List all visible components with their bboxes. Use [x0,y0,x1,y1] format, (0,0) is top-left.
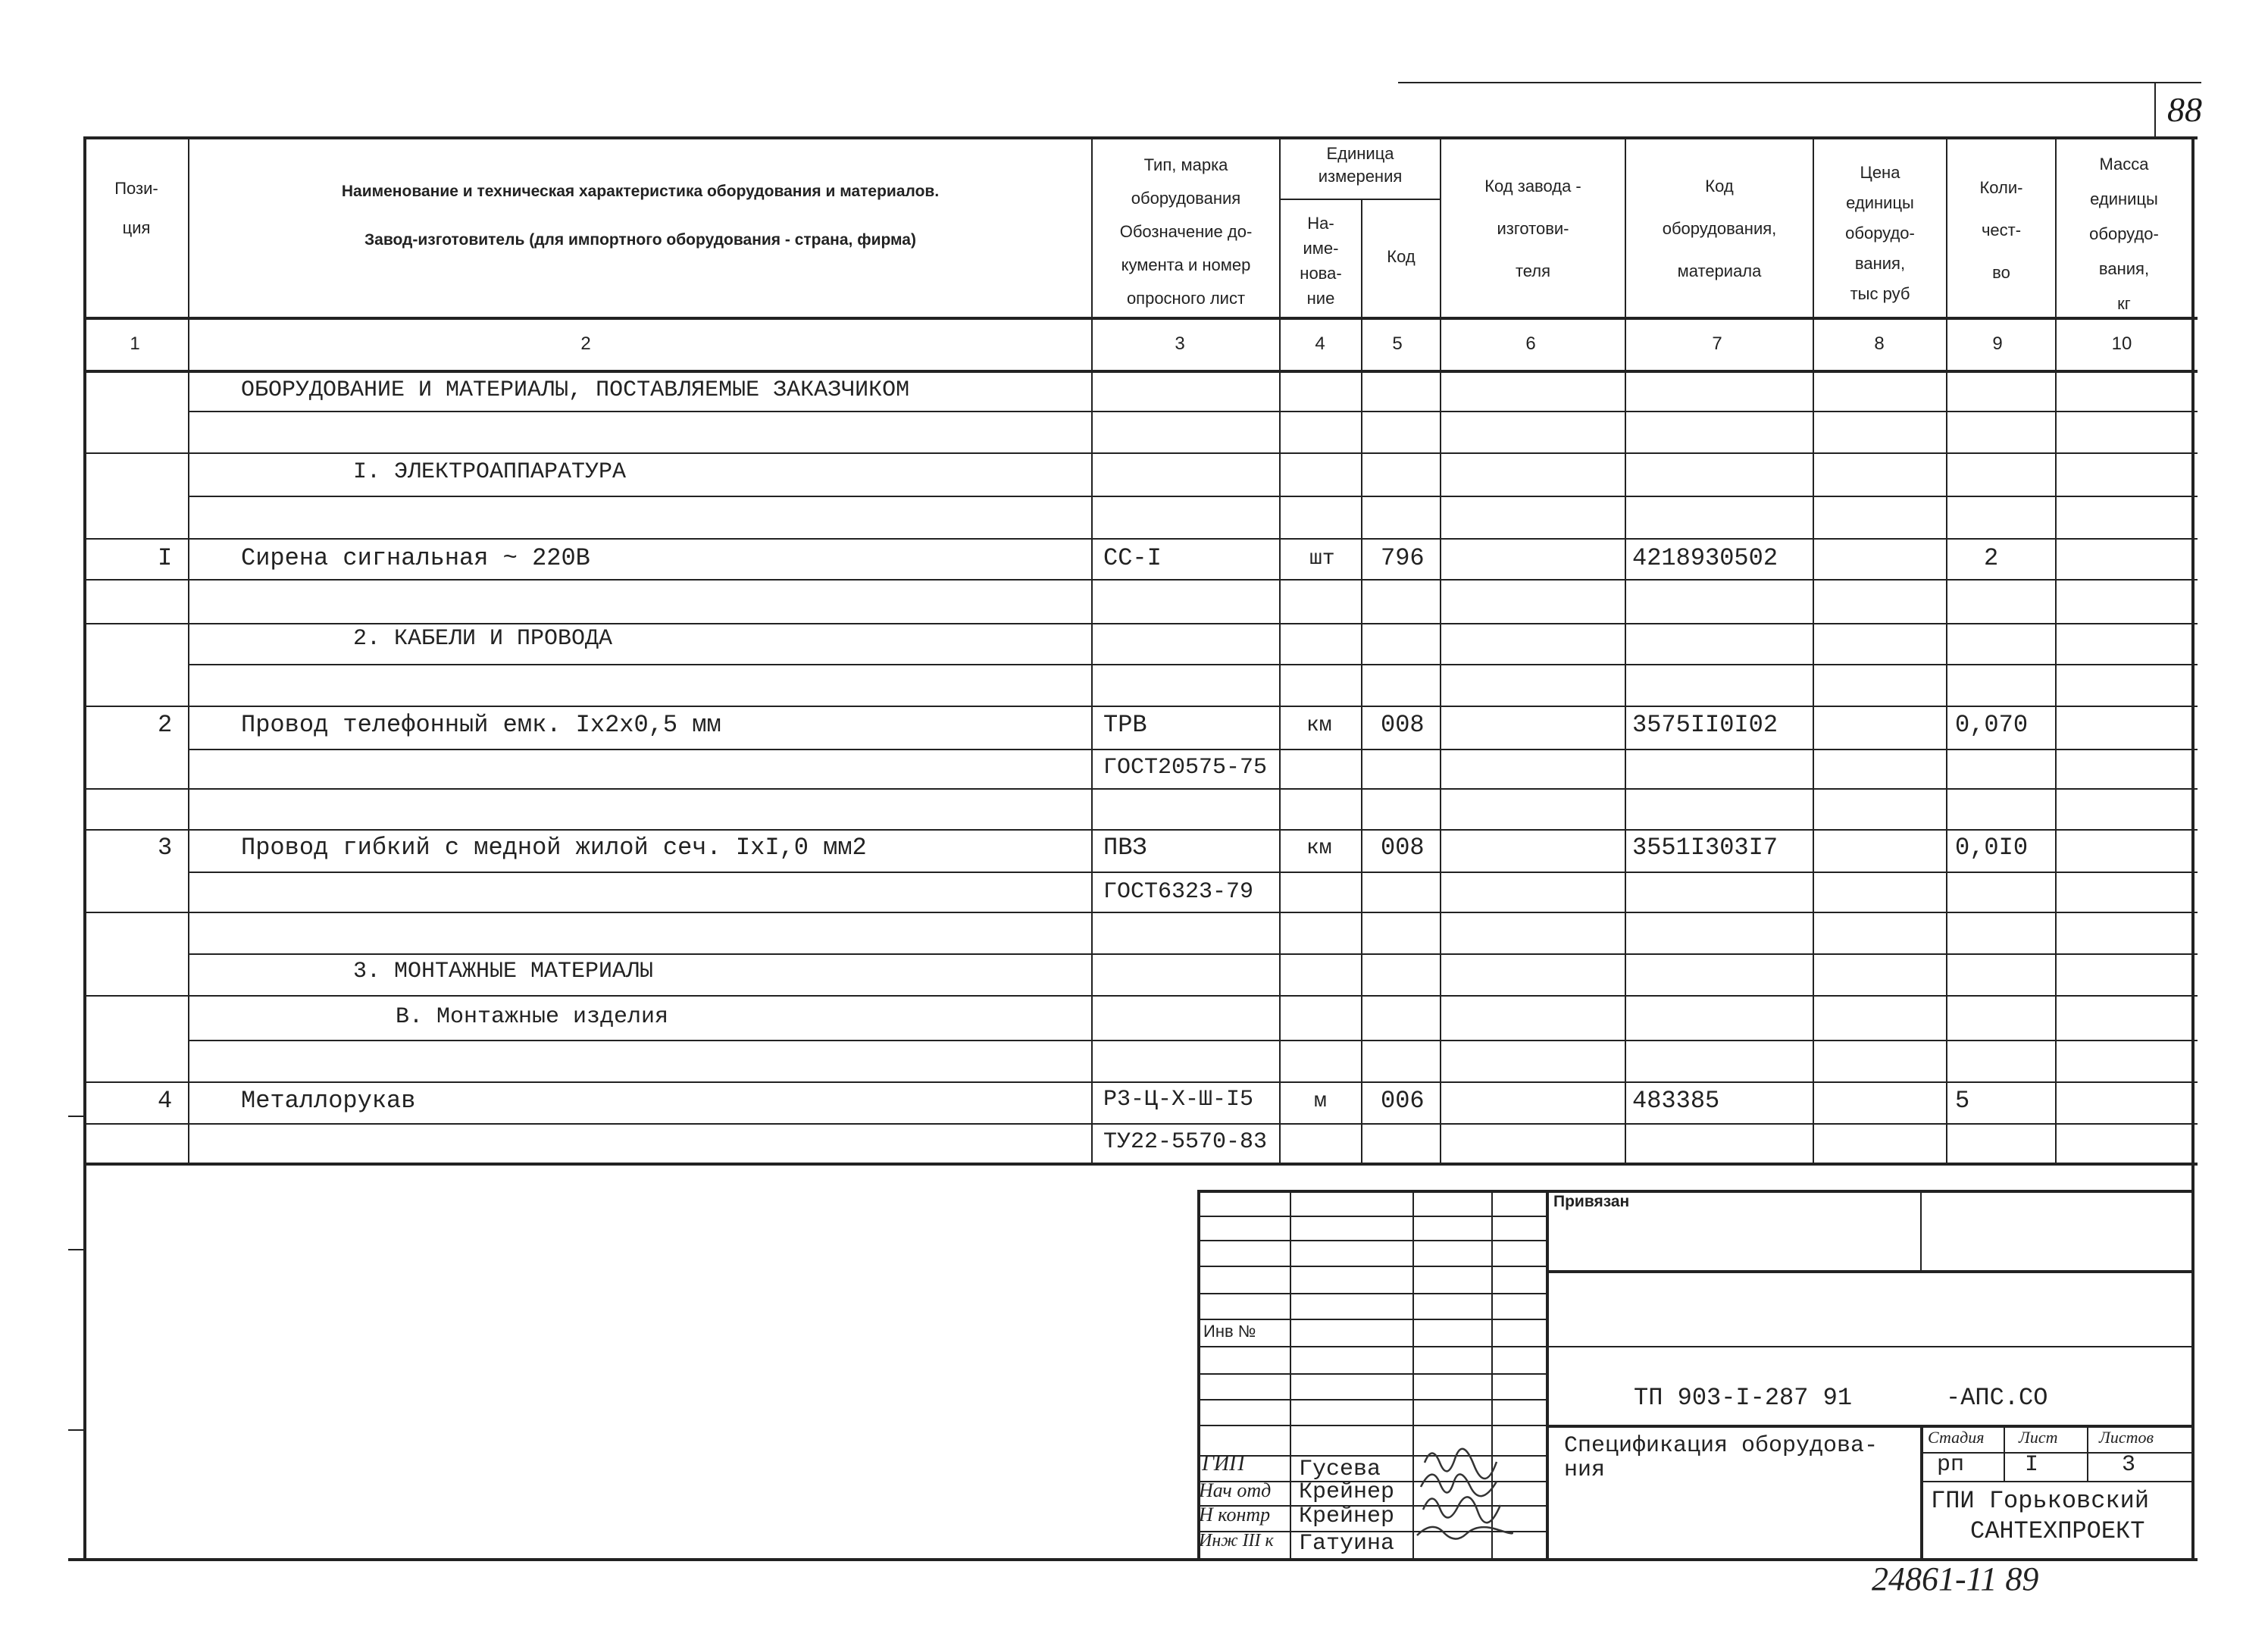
item-quantity: 2 [1984,544,1999,572]
column-number: 8 [1874,333,1885,354]
archive-number: 24861-11 89 [1872,1560,2039,1598]
item-unit-code: 006 [1381,1087,1425,1115]
section-heading: 2. КАБЕЛИ И ПРОВОДА [353,626,613,652]
item-quantity: 0,070 [1955,711,2029,739]
header-unit: Единица измерения [1318,144,1403,186]
signer-role: Нач отд [1199,1479,1272,1501]
section-main-heading: ОБОРУДОВАНИЕ И МАТЕРИАЛЫ, ПОСТАВЛЯЕМЫЕ ЗАКАЗЧИКОМ [241,377,910,403]
column-number: 2 [580,333,591,354]
item-unit: км [1306,837,1332,860]
header-plant-code: Код завода - изготови- теля [1484,177,1581,280]
column-number: 5 [1392,333,1403,354]
column-number: 4 [1315,333,1325,354]
stage-label: Стадия [1928,1428,1985,1447]
signer-role: Н контр [1199,1504,1271,1526]
signer-name: Крейнер [1299,1504,1395,1529]
item-type: ТРВ [1103,711,1147,739]
item-unit: шт [1309,547,1335,571]
item-document: ГОСТ20575-75 [1103,755,1268,781]
item-position: I [158,544,173,572]
item-equipment-code: 483385 [1632,1087,1720,1115]
item-name: Металлорукав [241,1087,416,1115]
item-equipment-code: 3551I303I7 [1632,834,1778,862]
item-document: ТУ22-5570-83 [1103,1129,1268,1155]
header-position: Пози- ция [114,179,158,237]
page-number: 88 [2167,90,2202,129]
item-type: Р3-Ц-Х-Ш-I5 [1103,1087,1254,1113]
header-name: Наименование и техническая характеристика оборудования и материалов. Завод-изготовитель (для импортного оборудования - страна, фирма) [341,183,940,249]
top-frame-line [1398,82,2201,83]
section-subheading: В. Монтажные изделия [396,1004,669,1030]
item-name: Сирена сигнальная ~ 220В [241,544,590,572]
sheets-label: Листов [2099,1428,2154,1447]
header-quantity: Коли- чест- во [1979,178,2023,282]
header-type: Тип, марка оборудования Обозначение до- кумента и номер опросного лист [1119,155,1253,308]
signer-role: Инж III к [1199,1531,1274,1551]
header-unit-code: Код [1387,247,1416,266]
column-number: 6 [1525,333,1536,354]
organization-name: ГПИ Горьковский [1931,1487,2150,1515]
document-code: ТП 903-I-287 91 [1634,1384,1853,1412]
item-type: ПВЗ [1103,834,1147,862]
column-number: 1 [130,333,140,354]
document-title: Спецификация оборудова-ния [1564,1433,1879,1483]
page-number-divider [2154,82,2156,139]
item-type: СС-I [1103,544,1162,572]
header-price: Цена единицы оборудо- вания, тыс руб [1845,163,1915,303]
organization-name: САНТЕХПРОЕКТ [1970,1517,2145,1545]
sheet-value: I [2025,1452,2039,1478]
header-equipment-code: Код оборудования, материала [1662,177,1777,280]
header-unit-name: На- име- нова- ние [1300,214,1342,308]
column-number: 7 [1712,333,1722,354]
signer-name: Крейнер [1299,1479,1395,1505]
frame-left [83,1163,86,1560]
item-unit: м [1314,1090,1327,1113]
item-name: Провод гибкий с медной жилой сеч. IхI,0 мм2 [241,834,867,862]
section-heading: 3. МОНТАЖНЫЕ МАТЕРИАЛЫ [353,959,654,984]
item-name: Провод телефонный емк. Iх2х0,5 мм [241,711,721,739]
section-heading: I. ЭЛЕКТРОАППАРАТУРА [353,459,627,485]
column-number: 10 [2111,333,2132,354]
item-equipment-code: 3575II0I02 [1632,711,1778,739]
column-number: 9 [1992,333,2003,354]
attached-label: Привязан [1553,1193,1630,1210]
header-mass: Масса единицы оборудо- вания, кг [2089,155,2159,313]
item-quantity: 0,0I0 [1955,834,2029,862]
item-unit-code: 008 [1381,711,1425,739]
stage-value: рп [1937,1452,1965,1478]
signer-role: ГИП [1202,1452,1245,1476]
signer-name: Гусева [1299,1457,1381,1482]
signatures-image [1409,1440,1546,1561]
item-unit-code: 008 [1381,834,1425,862]
column-number: 3 [1175,333,1185,354]
sheets-value: 3 [2122,1452,2136,1478]
inventory-label: Инв № [1203,1322,1256,1341]
document-suffix: -АПС.СО [1946,1384,2048,1412]
item-quantity: 5 [1955,1087,1970,1115]
item-unit: км [1306,714,1332,737]
item-unit-code: 796 [1381,544,1425,572]
signer-name: Гатуина [1299,1531,1395,1557]
item-position: 3 [158,834,173,862]
sheet-label: Лист [2019,1428,2058,1447]
item-position: 4 [158,1087,173,1115]
item-position: 2 [158,711,173,739]
item-equipment-code: 4218930502 [1632,544,1778,572]
item-document: ГОСТ6323-79 [1103,879,1254,905]
